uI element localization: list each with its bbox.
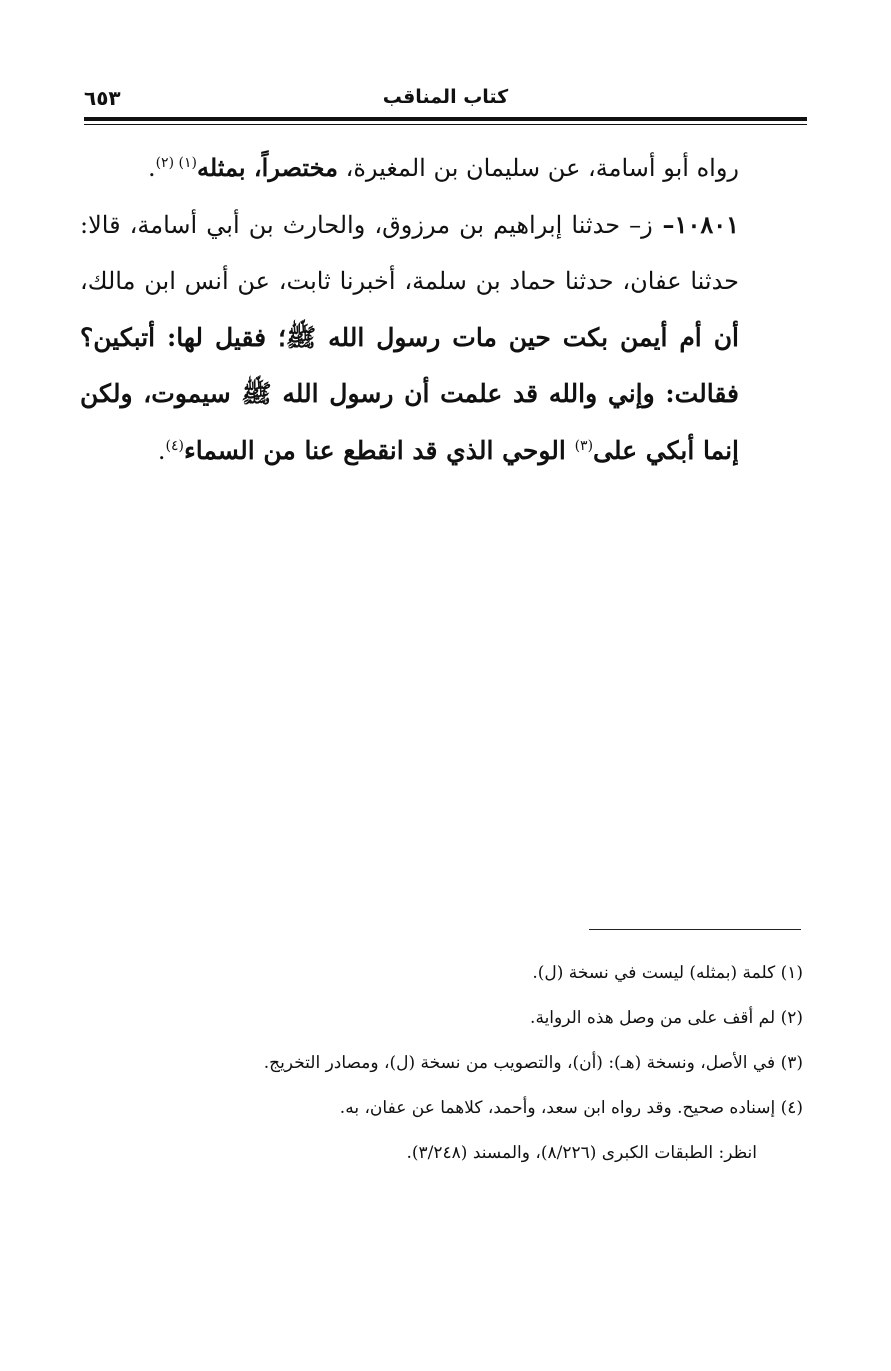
- footnote-3: (٣) في الأصل، ونسخة (هـ): (أن)، والتصويب من نسخة (ل)، ومصادر التخريج.: [263, 1053, 803, 1073]
- para1-text: رواه أبو أسامة، عن سليمان بن المغيرة،: [337, 154, 739, 182]
- footnote-ref-3[interactable]: (٣): [574, 437, 594, 454]
- page-number: ٦٥٣: [84, 86, 121, 110]
- para1-end: .: [147, 154, 156, 182]
- matn-text-1: أن أم أيمن بكت حين مات رسول الله ﷺ؛ فقيل لها: أتبكين؟ فقالت: وإني والله قد علمت أن رسول الله ﷺ سيموت، ولكن إنما أبكي على: [80, 322, 739, 465]
- running-header: [84, 82, 807, 118]
- matn-text-2: الوحي الذي قد انقطع عنا من السماء: [183, 435, 575, 465]
- footnote-separator: [589, 929, 801, 930]
- paragraph-2: [80, 197, 739, 480]
- footnote-ref-4[interactable]: (٤): [165, 437, 184, 454]
- isnad-text: ز– حدثنا إبراهيم بن مرزوق، والحارث بن أبي أسامة، قالا: حدثنا عفان، حدثنا حماد بن سلمة، أخبرنا ثابت، عن أنس ابن مالك،: [80, 210, 740, 295]
- para2-end: .: [157, 436, 166, 465]
- footnotes: [120, 951, 803, 1176]
- footnote-4-continued: انظر: الطبقات الكبرى (٨/٢٢٦)، والمسند (٣/٢٤٨).: [406, 1143, 757, 1163]
- header-rule-thin: [84, 124, 807, 125]
- footnote-4: (٤) إسناده صحيح. وقد رواه ابن سعد، وأحمد، كلاهما عن عفان، به.: [339, 1098, 803, 1118]
- hadith-dash: –: [652, 209, 675, 239]
- footnote-1: (١) كلمة (بمثله) ليست في نسخة (ل).: [532, 963, 803, 983]
- header-rule-thick: [84, 117, 807, 121]
- main-text: [80, 140, 739, 479]
- footnote-ref-1-2[interactable]: (١) (٢): [155, 155, 197, 171]
- hadith-number: ١٠٨٠١: [674, 209, 739, 239]
- chapter-title: كتاب المناقب: [382, 86, 509, 108]
- footnote-2: (٢) لم أقف على من وصل هذه الرواية.: [530, 1008, 803, 1028]
- paragraph-1: [80, 140, 739, 197]
- para1-bold: مختصراً، بمثله: [196, 153, 338, 182]
